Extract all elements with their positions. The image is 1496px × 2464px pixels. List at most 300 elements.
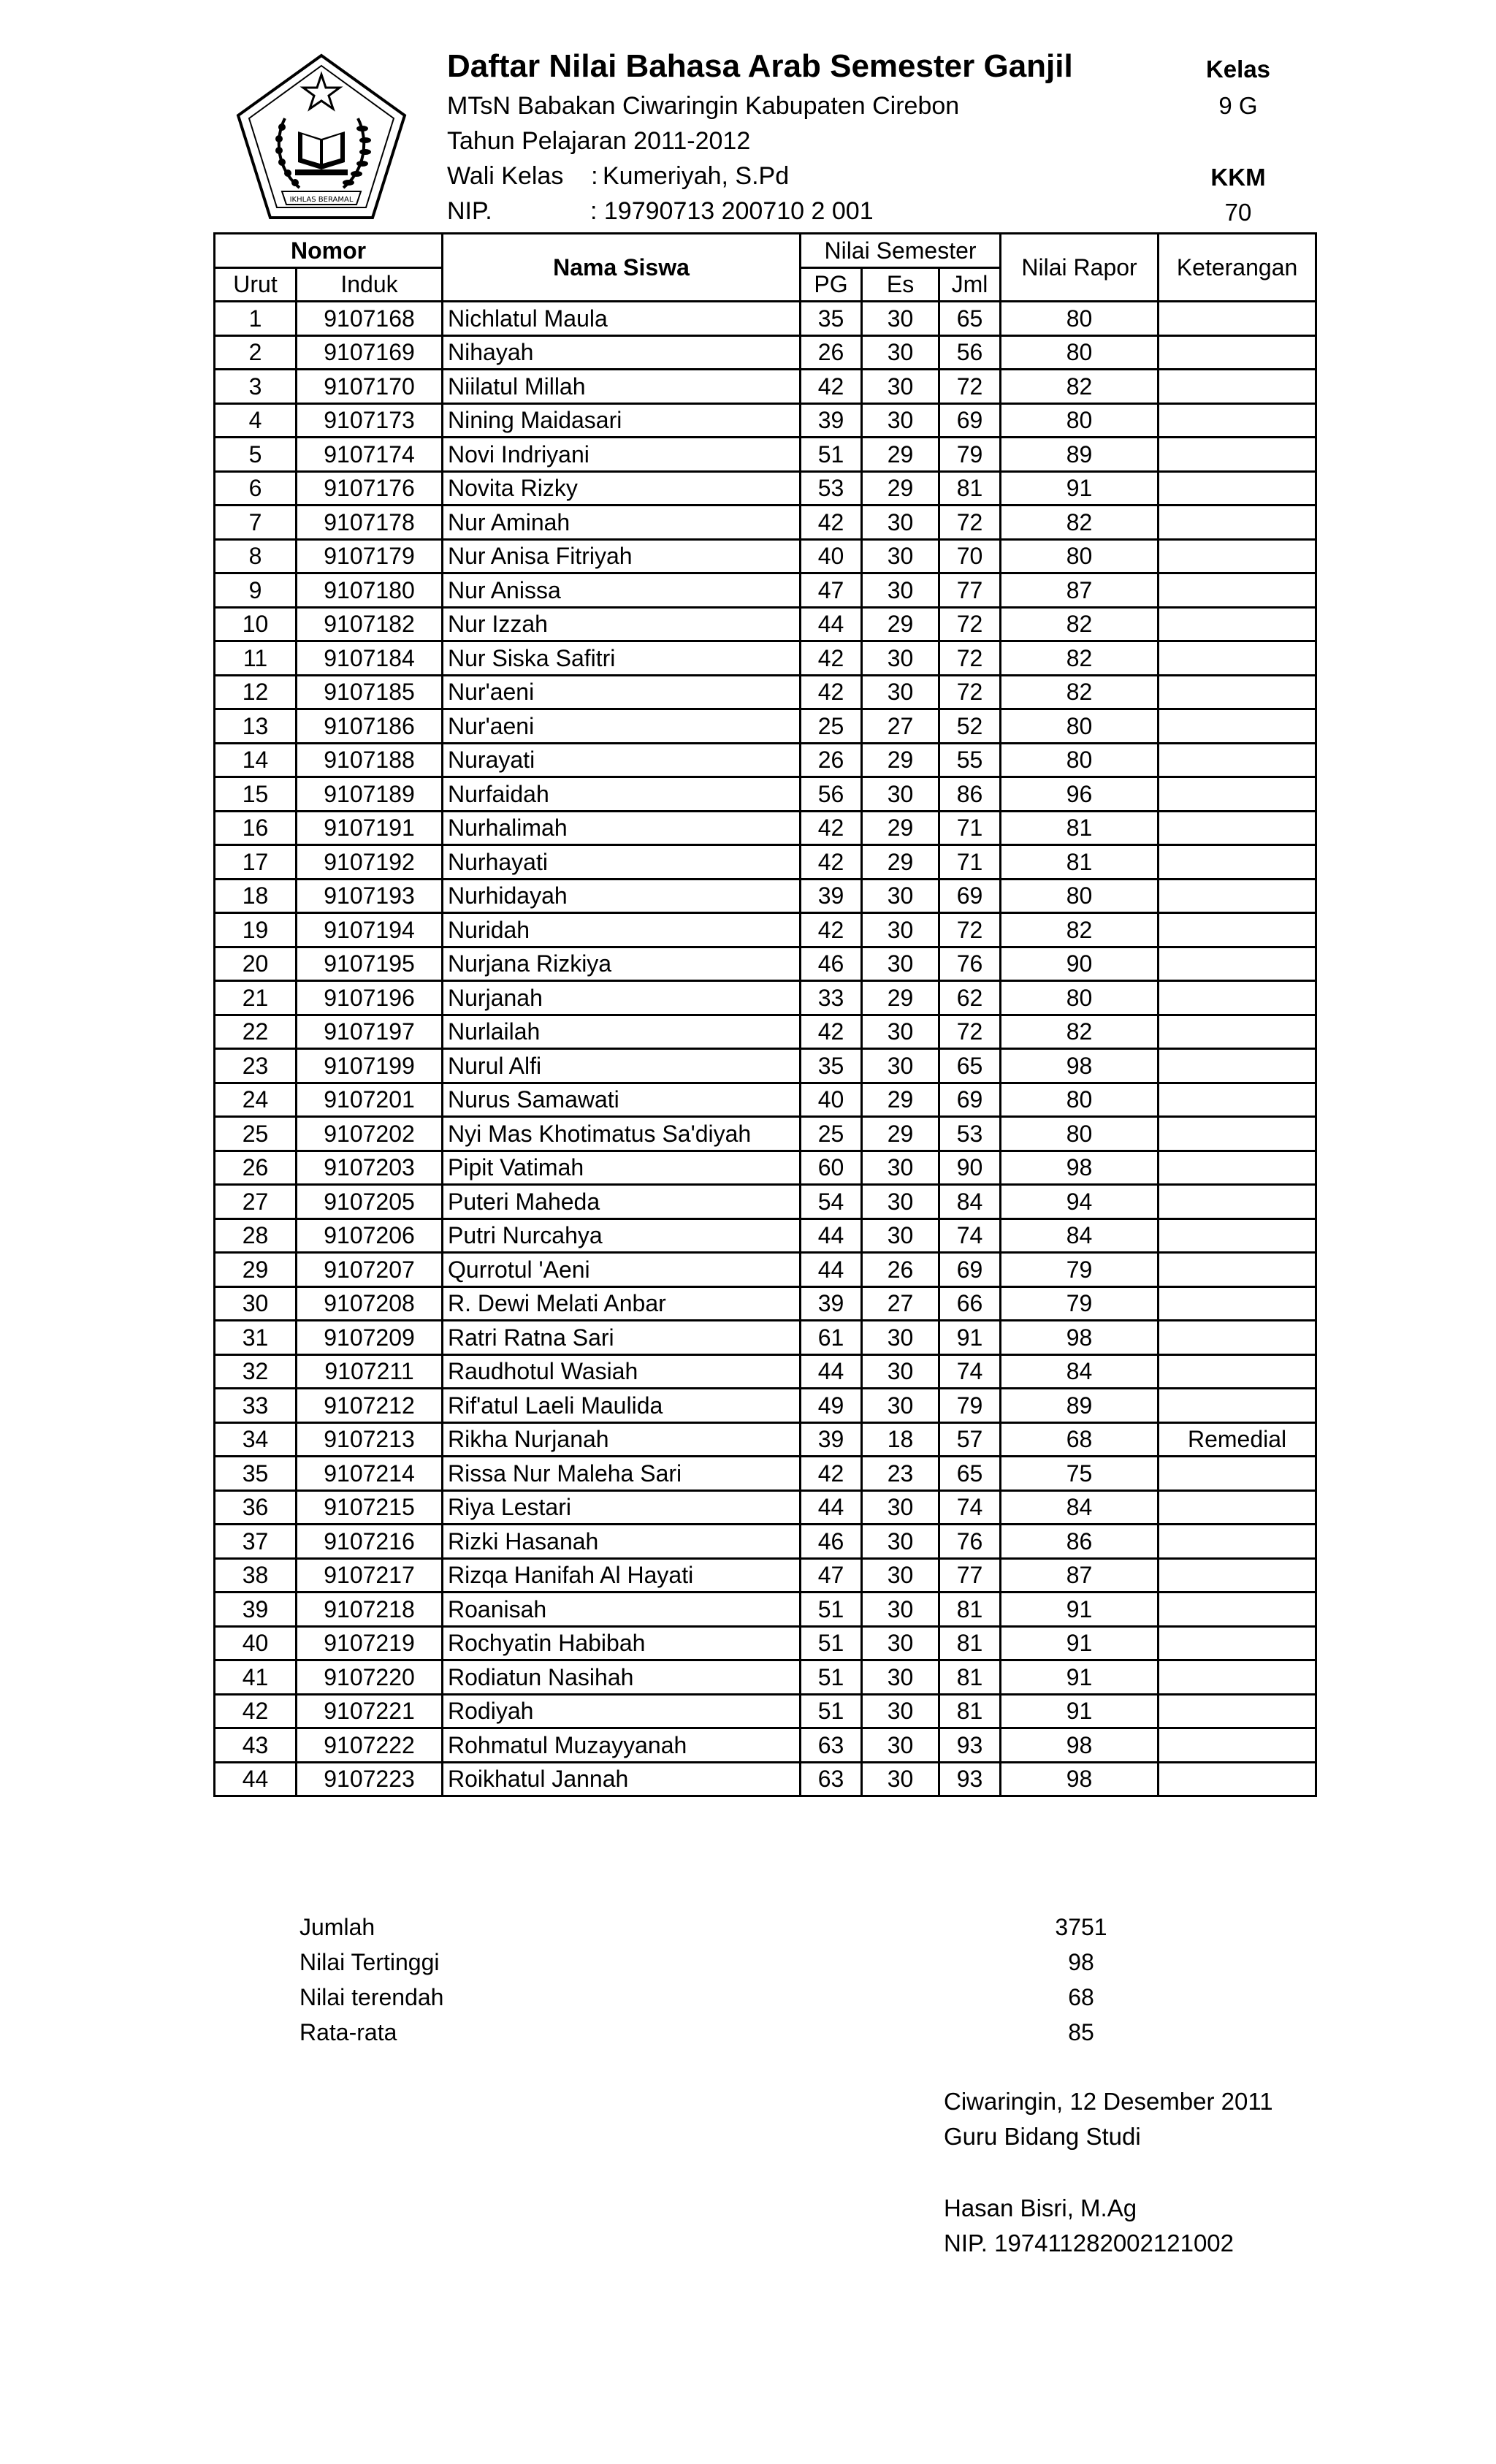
cell-jml: 72 (939, 1015, 1001, 1049)
cell-keterangan (1159, 403, 1316, 438)
cell-nama: R. Dewi Melati Anbar (443, 1286, 801, 1321)
cell-keterangan (1159, 438, 1316, 472)
cell-keterangan (1159, 1694, 1316, 1728)
table-row (215, 1253, 1316, 1287)
cell-keterangan (1159, 1049, 1316, 1083)
cell-nama: Roikhatul Jannah (443, 1762, 801, 1796)
cell-rapor: 84 (1001, 1354, 1159, 1389)
cell-urut: 25 (215, 1117, 297, 1151)
cell-es: 30 (862, 1593, 939, 1627)
cell-es: 29 (862, 1117, 939, 1151)
table-row (215, 539, 1316, 573)
summary-terendah-value: 68 (1068, 1984, 1094, 2010)
cell-nama: Nur'aeni (443, 709, 801, 744)
cell-urut: 29 (215, 1253, 297, 1287)
cell-keterangan (1159, 302, 1316, 336)
cell-pg: 42 (801, 675, 862, 709)
cell-induk: 9107222 (297, 1728, 443, 1763)
cell-pg: 39 (801, 1286, 862, 1321)
cell-induk: 9107168 (297, 302, 443, 336)
table-row (215, 1117, 1316, 1151)
cell-induk: 9107213 (297, 1422, 443, 1457)
cell-urut: 2 (215, 335, 297, 370)
grades-table (213, 232, 1317, 1797)
cell-pg: 35 (801, 302, 862, 336)
cell-rapor: 96 (1001, 777, 1159, 812)
cell-induk: 9107173 (297, 403, 443, 438)
cell-pg: 53 (801, 471, 862, 506)
cell-urut: 8 (215, 539, 297, 573)
cell-es: 29 (862, 607, 939, 641)
cell-nama: Nurhidayah (443, 879, 801, 913)
cell-urut: 12 (215, 675, 297, 709)
cell-nama: Nurayati (443, 743, 801, 777)
cell-keterangan (1159, 981, 1316, 1015)
header-urut: Urut (215, 267, 297, 302)
cell-urut: 9 (215, 573, 297, 608)
cell-jml: 90 (939, 1151, 1001, 1185)
cell-nama: Rissa Nur Maleha Sari (443, 1457, 801, 1491)
cell-es: 30 (862, 1218, 939, 1253)
cell-induk: 9107206 (297, 1218, 443, 1253)
cell-pg: 33 (801, 981, 862, 1015)
cell-es: 30 (862, 1015, 939, 1049)
cell-jml: 71 (939, 845, 1001, 880)
cell-induk: 9107195 (297, 947, 443, 981)
cell-pg: 44 (801, 1253, 862, 1287)
cell-es: 27 (862, 709, 939, 744)
table-row (215, 947, 1316, 981)
cell-rapor: 68 (1001, 1422, 1159, 1457)
cell-nama: Nur Anisa Fitriyah (443, 539, 801, 573)
cell-pg: 51 (801, 1626, 862, 1660)
cell-nama: Nurul Alfi (443, 1049, 801, 1083)
cell-jml: 69 (939, 879, 1001, 913)
cell-rapor: 91 (1001, 1660, 1159, 1695)
table-row (215, 335, 1316, 370)
table-row (215, 1762, 1316, 1796)
cell-urut: 39 (215, 1593, 297, 1627)
summary-tertinggi-label: Nilai Tertinggi (299, 1949, 440, 1975)
cell-induk: 9107203 (297, 1151, 443, 1185)
cell-nama: Nurjana Rizkiya (443, 947, 801, 981)
cell-jml: 72 (939, 607, 1001, 641)
cell-induk: 9107179 (297, 539, 443, 573)
cell-nama: Qurrotul 'Aeni (443, 1253, 801, 1287)
wali-kelas-label: Wali Kelas : (447, 162, 598, 190)
cell-jml: 76 (939, 947, 1001, 981)
cell-rapor: 84 (1001, 1218, 1159, 1253)
cell-jml: 81 (939, 1593, 1001, 1627)
cell-keterangan (1159, 1660, 1316, 1695)
cell-induk: 9107221 (297, 1694, 443, 1728)
cell-nama: Riya Lestari (443, 1490, 801, 1525)
cell-urut: 37 (215, 1525, 297, 1559)
cell-induk: 9107201 (297, 1083, 443, 1117)
cell-jml: 72 (939, 675, 1001, 709)
cell-keterangan (1159, 947, 1316, 981)
grades-body (215, 302, 1316, 1796)
table-row (215, 777, 1316, 812)
cell-es: 30 (862, 302, 939, 336)
cell-pg: 42 (801, 641, 862, 676)
cell-keterangan (1159, 1558, 1316, 1593)
cell-urut: 28 (215, 1218, 297, 1253)
cell-urut: 31 (215, 1321, 297, 1355)
cell-nama: Nurlailah (443, 1015, 801, 1049)
cell-keterangan (1159, 1253, 1316, 1287)
cell-urut: 44 (215, 1762, 297, 1796)
cell-nama: Ratri Ratna Sari (443, 1321, 801, 1355)
cell-induk: 9107182 (297, 607, 443, 641)
cell-urut: 41 (215, 1660, 297, 1695)
cell-keterangan (1159, 1218, 1316, 1253)
cell-jml: 79 (939, 1389, 1001, 1423)
cell-induk: 9107199 (297, 1049, 443, 1083)
cell-induk: 9107188 (297, 743, 443, 777)
cell-rapor: 75 (1001, 1457, 1159, 1491)
cell-es: 30 (862, 1762, 939, 1796)
logo-motto: IKHLAS BERAMAL (289, 196, 354, 204)
cell-induk: 9107174 (297, 438, 443, 472)
cell-pg: 54 (801, 1185, 862, 1219)
cell-rapor: 87 (1001, 573, 1159, 608)
cell-pg: 35 (801, 1049, 862, 1083)
cell-pg: 61 (801, 1321, 862, 1355)
table-row (215, 1151, 1316, 1185)
cell-keterangan (1159, 1593, 1316, 1627)
table-row (215, 403, 1316, 438)
cell-induk: 9107194 (297, 913, 443, 947)
cell-es: 30 (862, 641, 939, 676)
cell-jml: 91 (939, 1321, 1001, 1355)
cell-urut: 10 (215, 607, 297, 641)
cell-jml: 72 (939, 370, 1001, 404)
cell-es: 29 (862, 743, 939, 777)
cell-pg: 26 (801, 743, 862, 777)
cell-urut: 14 (215, 743, 297, 777)
cell-rapor: 80 (1001, 335, 1159, 370)
school-logo (234, 53, 409, 221)
cell-jml: 84 (939, 1185, 1001, 1219)
cell-rapor: 80 (1001, 743, 1159, 777)
cell-rapor: 82 (1001, 675, 1159, 709)
table-row (215, 1558, 1316, 1593)
cell-induk: 9107197 (297, 1015, 443, 1049)
cell-es: 30 (862, 1525, 939, 1559)
cell-jml: 66 (939, 1286, 1001, 1321)
cell-keterangan (1159, 1762, 1316, 1796)
cell-urut: 7 (215, 506, 297, 540)
table-row (215, 1049, 1316, 1083)
cell-induk: 9107196 (297, 981, 443, 1015)
cell-pg: 51 (801, 1694, 862, 1728)
cell-jml: 62 (939, 981, 1001, 1015)
cell-rapor: 82 (1001, 506, 1159, 540)
cell-es: 30 (862, 1049, 939, 1083)
header-nilai-rapor: Nilai Rapor (1001, 234, 1159, 302)
cell-rapor: 82 (1001, 641, 1159, 676)
cell-keterangan (1159, 1015, 1316, 1049)
table-row (215, 1389, 1316, 1423)
cell-rapor: 80 (1001, 302, 1159, 336)
cell-rapor: 80 (1001, 709, 1159, 744)
table-row (215, 1728, 1316, 1763)
cell-keterangan (1159, 777, 1316, 812)
cell-pg: 63 (801, 1728, 862, 1763)
cell-induk: 9107205 (297, 1185, 443, 1219)
cell-rapor: 91 (1001, 1626, 1159, 1660)
cell-es: 29 (862, 438, 939, 472)
cell-jml: 76 (939, 1525, 1001, 1559)
cell-induk: 9107189 (297, 777, 443, 812)
cell-rapor: 86 (1001, 1525, 1159, 1559)
cell-urut: 40 (215, 1626, 297, 1660)
cell-rapor: 80 (1001, 1117, 1159, 1151)
nip-label: NIP. (447, 197, 492, 225)
cell-jml: 81 (939, 1626, 1001, 1660)
nip-value: : 19790713 200710 2 001 (590, 197, 874, 225)
cell-pg: 51 (801, 1660, 862, 1695)
cell-keterangan (1159, 845, 1316, 880)
summary-jumlah-value: 3751 (1055, 1914, 1107, 1940)
cell-induk: 9107186 (297, 709, 443, 744)
kelas-value: 9 G (1218, 92, 1258, 119)
cell-pg: 44 (801, 1354, 862, 1389)
table-row (215, 709, 1316, 744)
cell-nama: Novi Indriyani (443, 438, 801, 472)
cell-jml: 86 (939, 777, 1001, 812)
cell-es: 30 (862, 1151, 939, 1185)
summary-jumlah-label: Jumlah (299, 1914, 375, 1940)
cell-es: 29 (862, 811, 939, 845)
cell-jml: 81 (939, 1694, 1001, 1728)
table-row (215, 913, 1316, 947)
cell-pg: 42 (801, 811, 862, 845)
cell-keterangan (1159, 709, 1316, 744)
cell-keterangan (1159, 811, 1316, 845)
cell-induk: 9107184 (297, 641, 443, 676)
cell-pg: 39 (801, 1422, 862, 1457)
cell-urut: 15 (215, 777, 297, 812)
cell-es: 30 (862, 573, 939, 608)
table-row (215, 438, 1316, 472)
cell-es: 30 (862, 947, 939, 981)
table-row (215, 1185, 1316, 1219)
cell-pg: 42 (801, 1015, 862, 1049)
cell-pg: 46 (801, 947, 862, 981)
cell-urut: 30 (215, 1286, 297, 1321)
cell-es: 30 (862, 1321, 939, 1355)
cell-induk: 9107209 (297, 1321, 443, 1355)
cell-jml: 69 (939, 1253, 1001, 1287)
cell-urut: 36 (215, 1490, 297, 1525)
cell-keterangan (1159, 335, 1316, 370)
cell-induk: 9107176 (297, 471, 443, 506)
cell-nama: Rochyatin Habibah (443, 1626, 801, 1660)
cell-urut: 24 (215, 1083, 297, 1117)
table-row (215, 1321, 1316, 1355)
cell-induk: 9107216 (297, 1525, 443, 1559)
cell-es: 30 (862, 675, 939, 709)
cell-rapor: 82 (1001, 607, 1159, 641)
cell-nama: Nihayah (443, 335, 801, 370)
cell-keterangan (1159, 1083, 1316, 1117)
cell-urut: 5 (215, 438, 297, 472)
cell-induk: 9107191 (297, 811, 443, 845)
table-row (215, 506, 1316, 540)
cell-jml: 81 (939, 1660, 1001, 1695)
cell-jml: 72 (939, 506, 1001, 540)
signature-nip: NIP. 197411282002121002 (944, 2230, 1234, 2257)
table-row (215, 845, 1316, 880)
cell-rapor: 98 (1001, 1728, 1159, 1763)
cell-rapor: 94 (1001, 1185, 1159, 1219)
cell-pg: 60 (801, 1151, 862, 1185)
cell-pg: 42 (801, 1457, 862, 1491)
cell-keterangan (1159, 879, 1316, 913)
cell-urut: 33 (215, 1389, 297, 1423)
cell-nama: Puteri Maheda (443, 1185, 801, 1219)
cell-induk: 9107218 (297, 1593, 443, 1627)
cell-induk: 9107212 (297, 1389, 443, 1423)
table-row (215, 675, 1316, 709)
cell-induk: 9107217 (297, 1558, 443, 1593)
table-row (215, 573, 1316, 608)
cell-nama: Nurjanah (443, 981, 801, 1015)
summary-rata-label: Rata-rata (299, 2019, 397, 2045)
cell-es: 30 (862, 1354, 939, 1389)
cell-rapor: 79 (1001, 1286, 1159, 1321)
cell-rapor: 82 (1001, 1015, 1159, 1049)
cell-rapor: 91 (1001, 1694, 1159, 1728)
header-jml: Jml (939, 267, 1001, 302)
cell-nama: Nur'aeni (443, 675, 801, 709)
cell-keterangan (1159, 1354, 1316, 1389)
cell-induk: 9107178 (297, 506, 443, 540)
cell-induk: 9107220 (297, 1660, 443, 1695)
cell-pg: 47 (801, 573, 862, 608)
cell-nama: Novita Rizky (443, 471, 801, 506)
cell-es: 27 (862, 1286, 939, 1321)
cell-jml: 57 (939, 1422, 1001, 1457)
cell-es: 30 (862, 539, 939, 573)
cell-urut: 42 (215, 1694, 297, 1728)
cell-nama: Roanisah (443, 1593, 801, 1627)
cell-rapor: 80 (1001, 1083, 1159, 1117)
summary-terendah-label: Nilai terendah (299, 1984, 444, 2010)
cell-induk: 9107185 (297, 675, 443, 709)
cell-pg: 44 (801, 607, 862, 641)
table-row (215, 1083, 1316, 1117)
cell-keterangan (1159, 1321, 1316, 1355)
cell-urut: 18 (215, 879, 297, 913)
cell-jml: 93 (939, 1728, 1001, 1763)
table-row (215, 1422, 1316, 1457)
cell-pg: 56 (801, 777, 862, 812)
cell-pg: 44 (801, 1218, 862, 1253)
table-row (215, 370, 1316, 404)
header-induk: Induk (297, 267, 443, 302)
cell-keterangan: Remedial (1159, 1422, 1316, 1457)
cell-keterangan (1159, 573, 1316, 608)
cell-es: 30 (862, 1185, 939, 1219)
cell-keterangan (1159, 641, 1316, 676)
cell-nama: Nurhalimah (443, 811, 801, 845)
cell-keterangan (1159, 1728, 1316, 1763)
cell-pg: 25 (801, 709, 862, 744)
cell-es: 30 (862, 879, 939, 913)
cell-induk: 9107192 (297, 845, 443, 880)
signature-name: Hasan Bisri, M.Ag (944, 2194, 1137, 2221)
cell-nama: Rodiatun Nasihah (443, 1660, 801, 1695)
cell-pg: 51 (801, 1593, 862, 1627)
cell-jml: 53 (939, 1117, 1001, 1151)
cell-es: 18 (862, 1422, 939, 1457)
cell-nama: Putri Nurcahya (443, 1218, 801, 1253)
cell-rapor: 79 (1001, 1253, 1159, 1287)
table-row (215, 1354, 1316, 1389)
cell-es: 30 (862, 1490, 939, 1525)
cell-urut: 20 (215, 947, 297, 981)
academic-year: Tahun Pelajaran 2011-2012 (447, 127, 751, 155)
cell-induk: 9107219 (297, 1626, 443, 1660)
cell-es: 29 (862, 471, 939, 506)
cell-jml: 81 (939, 471, 1001, 506)
cell-keterangan (1159, 1117, 1316, 1151)
cell-urut: 22 (215, 1015, 297, 1049)
cell-nama: Nurfaidah (443, 777, 801, 812)
cell-keterangan (1159, 1525, 1316, 1559)
cell-induk: 9107215 (297, 1490, 443, 1525)
cell-rapor: 91 (1001, 471, 1159, 506)
cell-es: 30 (862, 1694, 939, 1728)
table-row (215, 811, 1316, 845)
cell-nama: Niilatul Millah (443, 370, 801, 404)
cell-pg: 26 (801, 335, 862, 370)
cell-nama: Nurus Samawati (443, 1083, 801, 1117)
cell-jml: 74 (939, 1490, 1001, 1525)
cell-induk: 9107223 (297, 1762, 443, 1796)
table-row (215, 1660, 1316, 1695)
header-pg: PG (801, 267, 862, 302)
cell-es: 29 (862, 981, 939, 1015)
header-nilai-semester: Nilai Semester (801, 234, 1001, 268)
kkm-label: KKM (1210, 164, 1266, 191)
cell-urut: 17 (215, 845, 297, 880)
cell-keterangan (1159, 1151, 1316, 1185)
table-row (215, 1218, 1316, 1253)
cell-es: 26 (862, 1253, 939, 1287)
header-nomor: Nomor (215, 234, 443, 268)
cell-urut: 23 (215, 1049, 297, 1083)
cell-rapor: 80 (1001, 981, 1159, 1015)
cell-pg: 40 (801, 539, 862, 573)
school-name: MTsN Babakan Ciwaringin Kabupaten Cirebon (447, 92, 960, 120)
cell-induk: 9107207 (297, 1253, 443, 1287)
cell-jml: 65 (939, 1457, 1001, 1491)
cell-jml: 71 (939, 811, 1001, 845)
cell-es: 23 (862, 1457, 939, 1491)
table-row (215, 1593, 1316, 1627)
cell-urut: 4 (215, 403, 297, 438)
cell-nama: Rizki Hasanah (443, 1525, 801, 1559)
cell-nama: Rizqa Hanifah Al Hayati (443, 1558, 801, 1593)
table-row (215, 743, 1316, 777)
cell-induk: 9107211 (297, 1354, 443, 1389)
cell-induk: 9107208 (297, 1286, 443, 1321)
cell-jml: 74 (939, 1218, 1001, 1253)
